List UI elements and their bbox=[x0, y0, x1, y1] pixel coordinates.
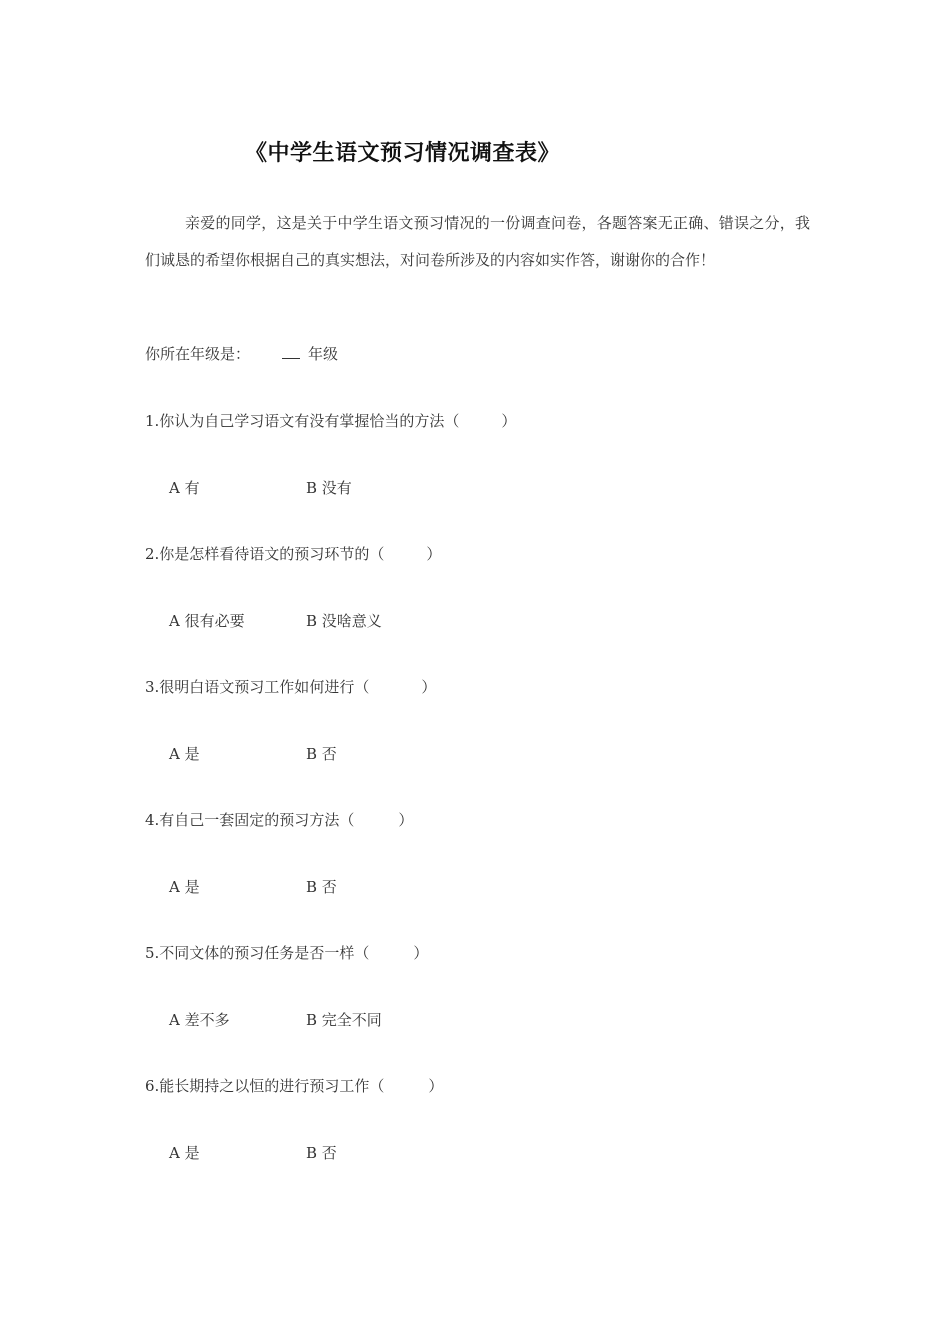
question-text: 1.你认为自己学习语文有没有掌握恰当的方法（ bbox=[145, 412, 460, 430]
question-2-option-b: B 没啥意义 bbox=[306, 612, 382, 630]
grade-line bbox=[145, 343, 338, 364]
question-1-option-a: A 有 bbox=[169, 479, 200, 497]
question-5-option-a: A 差不多 bbox=[169, 1011, 230, 1029]
question-close-paren: ） bbox=[398, 811, 414, 829]
grade-label: 你所在年级是： bbox=[145, 345, 251, 363]
question-4-option-a: A 是 bbox=[169, 878, 200, 896]
question-3 bbox=[145, 676, 436, 697]
question-text: 4.有自己一套固定的预习方法（ bbox=[145, 811, 355, 829]
question-6-option-a: A 是 bbox=[169, 1144, 200, 1162]
question-text: 6.能长期持之以恒的进行预习工作（ bbox=[145, 1077, 385, 1095]
intro-paragraph: 亲爱的同学，这是关于中学生语文预习情况的一份调查问卷，各题答案无正确、错误之分，我们诚恳的希望你根据自己的真实想法，对问卷所涉及的内容如实作答，谢谢你的合作！ bbox=[145, 214, 810, 269]
question-3-option-b: B 否 bbox=[306, 745, 337, 763]
question-1-option-b: B 没有 bbox=[306, 479, 352, 497]
question-close-paren: ） bbox=[426, 545, 442, 563]
question-2 bbox=[145, 543, 441, 564]
question-close-paren: ） bbox=[501, 412, 517, 430]
question-3-option-a: A 是 bbox=[169, 745, 200, 763]
grade-suffix: 年级 bbox=[308, 345, 339, 363]
question-4-option-b: B 否 bbox=[306, 878, 337, 896]
question-5 bbox=[145, 942, 428, 963]
grade-blank[interactable] bbox=[282, 344, 300, 359]
question-4 bbox=[145, 809, 413, 830]
question-1 bbox=[145, 410, 516, 431]
question-text: 5.不同文体的预习任务是否一样（ bbox=[145, 944, 370, 962]
page-title: 《中学生语文预习情况调查表》 bbox=[245, 140, 561, 166]
question-6-option-b: B 否 bbox=[306, 1144, 337, 1162]
question-close-paren: ） bbox=[421, 678, 437, 696]
question-close-paren: ） bbox=[428, 1077, 444, 1095]
question-text: 2.你是怎样看待语文的预习环节的（ bbox=[145, 545, 385, 563]
question-5-option-b: B 完全不同 bbox=[306, 1011, 382, 1029]
question-6 bbox=[145, 1075, 443, 1096]
question-2-option-a: A 很有必要 bbox=[169, 612, 245, 630]
question-text: 3.很明白语文预习工作如何进行（ bbox=[145, 678, 370, 696]
question-close-paren: ） bbox=[413, 944, 429, 962]
